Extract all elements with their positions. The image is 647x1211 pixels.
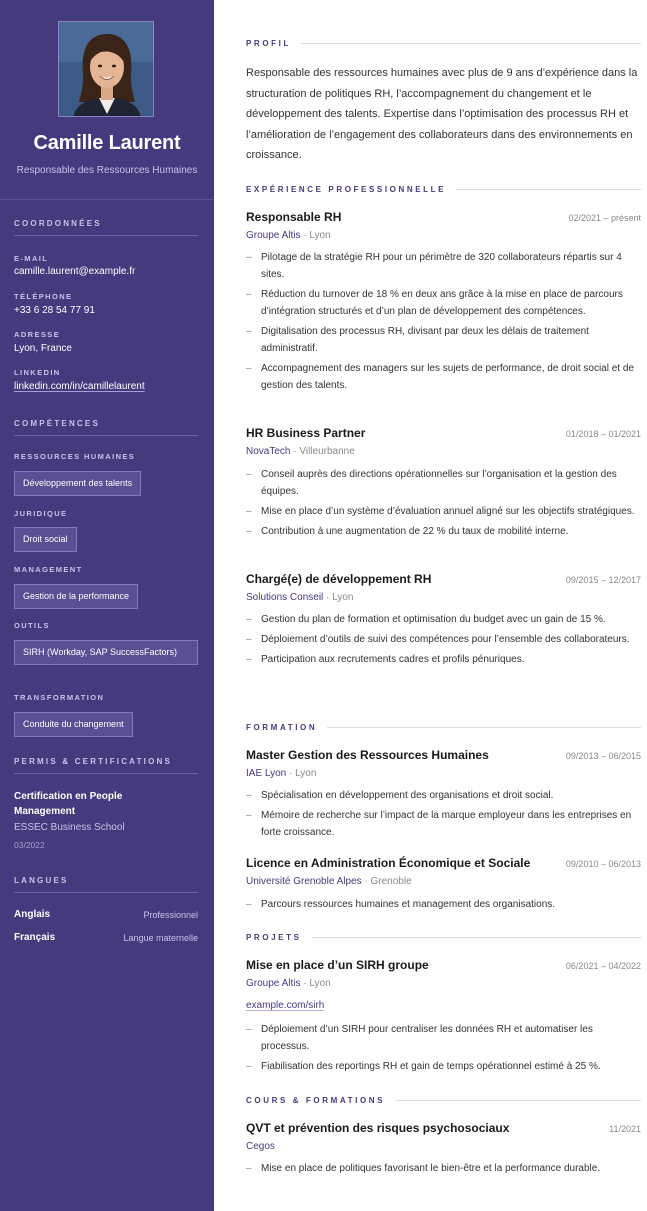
bullet-item: – Mise en place d’un système d’évaluation annuel aligné sur les objectifs stratégiques. (246, 503, 641, 520)
school (246, 876, 412, 887)
course-date: 11/2021 (609, 1124, 641, 1134)
project-title: Mise en place d’un SIRH groupe (246, 958, 429, 972)
bullet-item: – Participation aux recrutements cadres et profils pénuriques. (246, 651, 641, 668)
phone-value[interactable]: +33 6 28 54 77 91 (14, 305, 95, 316)
degree-title: Licence en Administration Économique et Sociale (246, 856, 531, 870)
bullet-item: – Gestion du plan de formation et optimisation du budget avec un gain de 15 %. (246, 611, 641, 628)
bullet-item: – Déploiement d’outils de suivi des compétences pour l’ensemble des collaborateurs. (246, 631, 641, 648)
courses-heading (246, 1096, 641, 1105)
bullet-item: – Conseil auprès des directions opérationnelles sur l’organisation et la gestion des équipes. (246, 466, 641, 500)
language-name: Français (14, 932, 56, 943)
course-title: QVT et prévention des risques psychosociaux (246, 1121, 510, 1135)
school (246, 768, 316, 779)
company-location: · Lyon (300, 978, 331, 989)
job-company (246, 446, 355, 457)
section-rule (327, 727, 641, 728)
degree-bullets (246, 896, 641, 913)
company-location: · Lyon (323, 592, 354, 603)
linkedin-label: LINKEDIN (14, 368, 61, 377)
skill-category-legal: JURIDIQUE (14, 509, 68, 518)
project-link[interactable]: example.com/sirh (246, 1000, 325, 1011)
certification-date: 03/2022 (14, 840, 45, 850)
bullet-item: – Mémoire de recherche sur l’impact de la marque employeur dans les entreprises en forte croissance. (246, 807, 641, 841)
certification-title: Certification en People Management (14, 791, 123, 817)
email-value[interactable]: camille.laurent@example.fr (14, 266, 136, 277)
section-title: PROFIL (246, 39, 291, 48)
company-name: NovaTech (246, 446, 291, 457)
bullet-item: – Digitalisation des processus RH, divisant par deux les délais de traitement administratif. (246, 323, 641, 357)
course-provider: Cegos (246, 1141, 275, 1152)
school-location: · Grenoble (361, 876, 412, 887)
education-heading (246, 723, 641, 732)
language-name: Anglais (14, 909, 51, 920)
job-dates: 01/2018 – 01/2021 (565, 429, 641, 439)
profile-summary: Responsable des ressources humaines avec plus de 9 ans d’expérience dans la structuration de politiques RH, l’accompagnement du changement et le développement des talents. Expertise dans l’optimisation des processus RH et l’amélioration de l’engagement des collaborateurs dans des environnements en croissance. (246, 67, 638, 161)
section-rule (395, 1100, 641, 1101)
job-bullets (246, 249, 641, 394)
contact-heading: COORDONNÉES (14, 219, 198, 228)
section-title: PROJETS (246, 933, 302, 942)
skill-category-hr: RESSOURCES HUMAINES (14, 452, 136, 461)
profile-photo (58, 21, 154, 117)
certifications-heading: PERMIS & CERTIFICATIONS (14, 757, 198, 766)
section-rule (456, 189, 641, 190)
address-value: Lyon, France (14, 343, 72, 354)
languages-heading: LANGUES (14, 876, 198, 885)
skill-category-management: MANAGEMENT (14, 565, 83, 574)
bullet-item: – Spécialisation en développement des organisations et droit social. (246, 787, 641, 804)
degree-title: Master Gestion des Ressources Humaines (246, 748, 489, 762)
bullet-item: – Réduction du turnover de 18 % en deux ans grâce à la mise en place de parcours d’intégration structurés et d’un plan de développement des compétences. (246, 286, 641, 320)
language-level: Langue maternelle (123, 933, 198, 943)
bullet-item: – Parcours ressources humaines et management des organisations. (246, 896, 641, 913)
course-bullets (246, 1160, 641, 1177)
job-title: Responsable RH (246, 210, 342, 224)
sidebar-divider (0, 199, 214, 200)
skill-chip: Développement des talents (14, 471, 141, 496)
job-title: HR Business Partner (246, 426, 366, 440)
skill-chip: SIRH (Workday, SAP SuccessFactors) (14, 640, 198, 665)
school-location: · Lyon (286, 768, 317, 779)
linkedin-link[interactable]: linkedin.com/in/camillelaurent (14, 381, 145, 392)
school-name: Université Grenoble Alpes (246, 876, 362, 887)
skill-chip: Gestion de la performance (14, 584, 138, 609)
job-company (246, 230, 331, 241)
project-company (246, 978, 331, 989)
bullet-item: – Accompagnement des managers sur les sujets de performance, de droit social et de gestion des talents. (246, 360, 641, 394)
job-company (246, 592, 353, 603)
address-label: ADRESSE (14, 330, 61, 339)
certification-org: ESSEC Business School (14, 822, 125, 833)
language-level: Professionnel (143, 910, 198, 920)
skill-chip: Droit social (14, 527, 77, 552)
bullet-item: – Mise en place de politiques favorisant le bien-être et la performance durable. (246, 1160, 641, 1177)
skill-chip: Conduite du changement (14, 712, 133, 737)
job-title: Chargé(e) de développement RH (246, 572, 432, 586)
section-rule (312, 937, 641, 938)
company-name: Solutions Conseil (246, 592, 324, 603)
company-location: · Lyon (300, 230, 331, 241)
section-title: EXPÉRIENCE PROFESSIONNELLE (246, 185, 447, 194)
section-title: COURS & FORMATIONS (246, 1096, 386, 1105)
school-name: IAE Lyon (246, 768, 287, 779)
company-name: Groupe Altis (246, 230, 301, 241)
candidate-name: Camille Laurent (33, 132, 181, 154)
section-rule (301, 43, 641, 44)
degree-bullets (246, 787, 641, 841)
bullet-item: – Contribution à une augmentation de 22 % du taux de mobilité interne. (246, 523, 641, 540)
bullet-item: – Déploiement d’un SIRH pour centraliser les données RH et automatiser les processus. (246, 1021, 641, 1055)
job-dates: 09/2015 – 12/2017 (565, 575, 641, 585)
sidebar (0, 0, 214, 1211)
candidate-role: Responsable des Ressources Humaines (16, 165, 198, 176)
skill-category-tools: OUTILS (14, 621, 50, 630)
project-dates: 06/2021 – 04/2022 (565, 961, 641, 971)
job-dates: 02/2021 – présent (568, 213, 641, 223)
experience-heading (246, 185, 641, 194)
projects-heading (246, 933, 641, 942)
job-bullets (246, 466, 641, 540)
email-label: E-MAIL (14, 254, 49, 263)
skill-category-transformation: TRANSFORMATION (14, 693, 105, 702)
skills-heading: COMPÉTENCES (14, 419, 198, 428)
company-location: · Villeurbanne (290, 446, 355, 457)
portrait-image (59, 22, 154, 117)
project-bullets (246, 1021, 641, 1075)
phone-label: TÉLÉPHONE (14, 292, 73, 301)
company-name: Groupe Altis (246, 978, 301, 989)
section-title: FORMATION (246, 723, 318, 732)
bullet-item: – Fiabilisation des reportings RH et gain de temps opérationnel estimé à 25 %. (246, 1058, 641, 1075)
bullet-item: – Pilotage de la stratégie RH pour un périmètre de 320 collaborateurs répartis sur 4 sites. (246, 249, 641, 283)
degree-dates: 09/2013 – 06/2015 (565, 751, 641, 761)
job-bullets (246, 611, 641, 668)
profile-heading (246, 39, 641, 48)
degree-dates: 09/2010 – 06/2013 (565, 859, 641, 869)
